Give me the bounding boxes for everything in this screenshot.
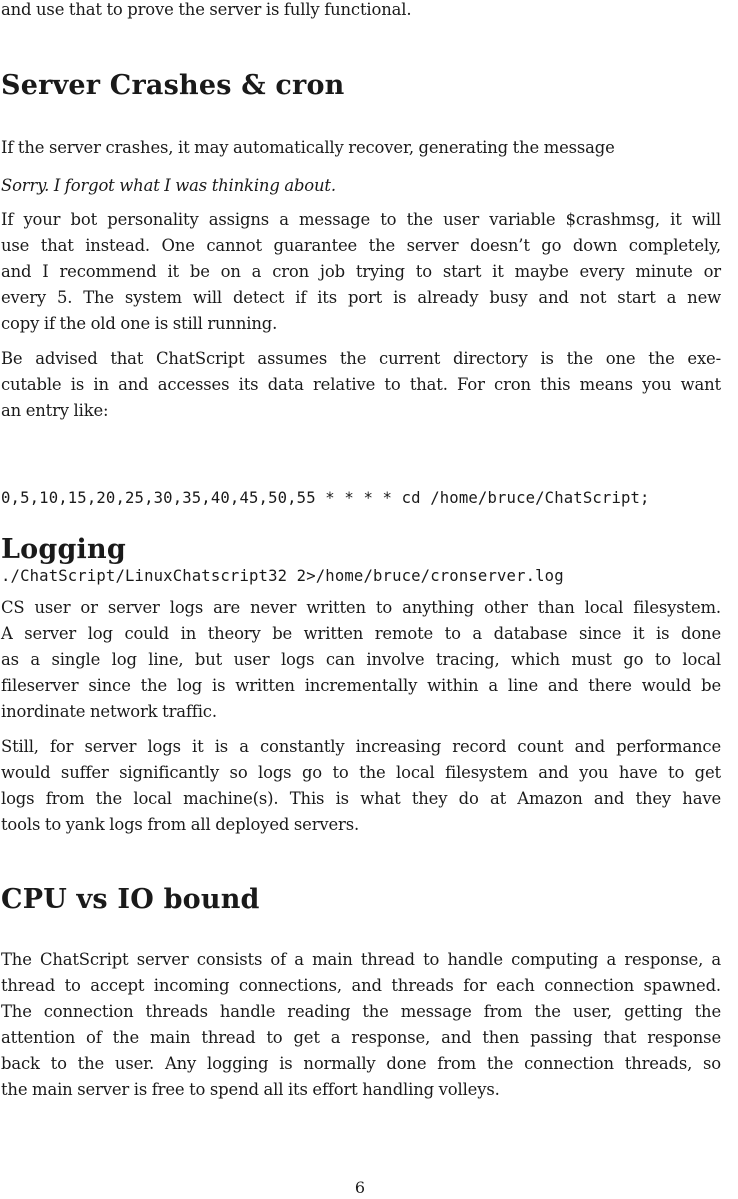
page-number: 6 [354,1178,366,1197]
paragraph-cpu-io [1,947,721,1103]
crash-message-quote [1,173,721,199]
text-line: Be advised that ChatScript assumes the current directory is the one the exe- [1,349,721,368]
code-line: ./ChatScript/LinuxChatscript32 2>/home/bruce/cronserver.log [1,567,564,585]
paragraph-logging-2 [1,734,721,838]
text-line: thread to accept incoming connections, and threads for each connection spawned. [1,976,721,995]
text-line: an entry like: [1,401,109,420]
text-line: back to the user. Any logging is normally done from the connection threads, so [1,1054,721,1073]
text-line: Sorry. I forgot what I was thinking about. [1,176,336,195]
paragraph-cron-advice [1,346,721,424]
text-line: The ChatScript server consists of a main thread to handle computing a response, a [1,950,721,969]
text-line: logs from the local machine(s). This is what they do at Amazon and they have [1,789,721,808]
text-line: as a single log line, but user logs can involve tracing, which must go to local [1,650,721,669]
text-line: use that instead. One cannot guarantee the server doesn’t go down completely, [1,236,721,255]
text-line: inordinate network traffic. [1,702,217,721]
intro-paragraph [1,0,721,23]
text-line: A server log could in theory be written remote to a database since it is done [1,624,721,643]
text-line: attention of the main thread to get a response, and then passing that response [1,1028,721,1047]
text-line: The connection threads handle reading the message from the user, getting the [1,1002,721,1021]
text-line: the main server is free to spend all its effort handling volleys. [1,1080,500,1099]
text-line: If the server crashes, it may automatically recover, generating the message [1,138,615,157]
code-line: 0,5,10,15,20,25,30,35,40,45,50,55 * * * * cd /home/bruce/ChatScript; [1,489,650,507]
text-line: and I recommend it be on a cron job trying to start it maybe every minute or [1,262,721,281]
text-line: Still, for server logs it is a constantly increasing record count and performance [1,737,721,756]
section-heading-cpu-vs-io: CPU vs IO bound [1,884,260,915]
text-line: would suffer significantly so logs go to the local filesystem and you have to get [1,763,721,782]
paragraph-crashmsg [1,207,721,337]
text-line: CS user or server logs are never written to anything other than local filesystem. [1,598,721,617]
paragraph-crash-intro [1,135,721,161]
text-line: cutable is in and accesses its data relative to that. For cron this means you want [1,375,721,394]
section-heading-server-crashes: Server Crashes & cron [1,70,345,101]
text-line: fileserver since the log is written incrementally within a line and there would be [1,676,721,695]
text-line: and use that to prove the server is fully functional. [1,0,412,19]
paragraph-logging-1 [1,595,721,725]
text-line: every 5. The system will detect if its port is already busy and not start a new [1,288,721,307]
text-line: copy if the old one is still running. [1,314,278,333]
text-line: tools to yank logs from all deployed servers. [1,815,360,834]
section-heading-logging: Logging [1,534,126,565]
text-line: If your bot personality assigns a message to the user variable $crashmsg, it will [1,210,721,229]
